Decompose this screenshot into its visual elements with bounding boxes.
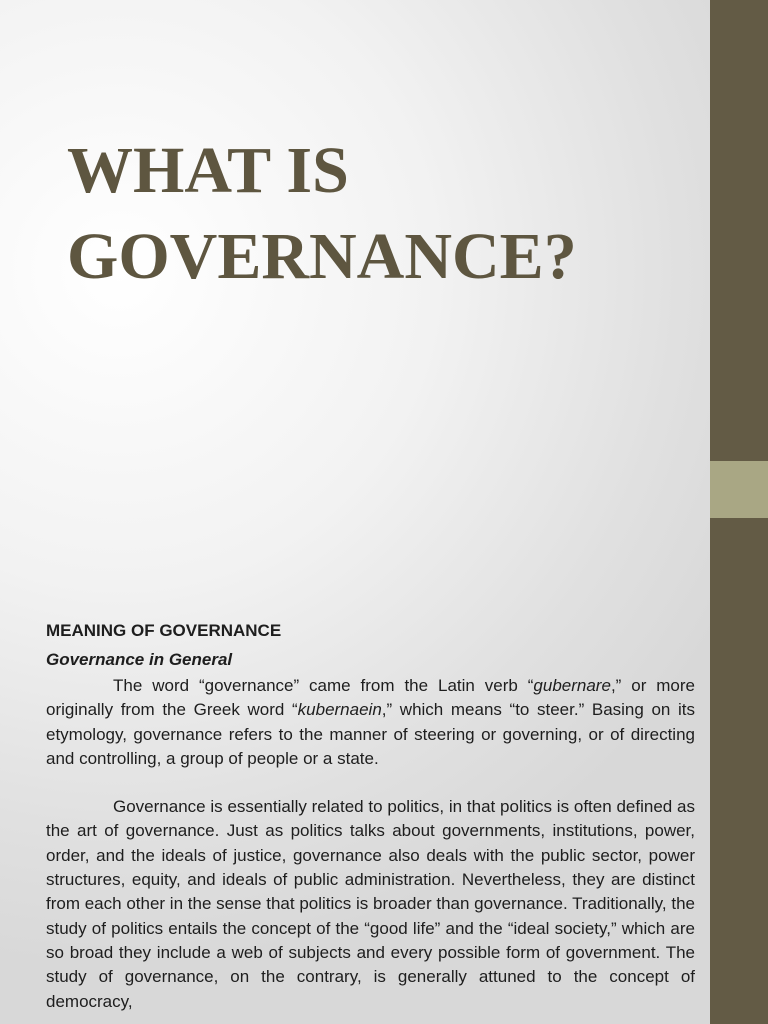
paragraph-etymology-text-3: ,” which means “to steer.” Basing on its etymology, governance refers to the manner of steering or governing, or of directing and controlling, a group of people or a state. <box>46 700 695 768</box>
greek-term: kubernaein <box>297 700 382 720</box>
body-text-block <box>46 618 695 1014</box>
slide-title-line-2: GOVERNANCE? <box>67 220 577 293</box>
paragraph-etymology-text-2: ,” or more originally from the Greek word “ <box>46 676 695 720</box>
paragraph-politics: Governance is essentially related to politics, in that politics is often defined as the art of governance. Just as politics talks about governments, institutions, power, order, and the ideals of justice, governance also deals with the public sector, power structures, equity, and ideals of public administration. Nevertheless, they are distinct from each other in the sense that politics is broader than governance. Traditionally, the study of politics entails the concept of the “good life” and the “ideal society,” which are so broad they include a web of subjects and every possible form of government. The study of governance, on the contrary, is generally attuned to the concept of democracy, <box>46 797 695 1011</box>
slide-title-line-1: WHAT IS <box>67 134 349 207</box>
slide-title <box>67 128 697 300</box>
latin-term: gubernare <box>533 676 611 695</box>
side-accent-block <box>710 461 768 518</box>
section-heading: MEANING OF GOVERNANCE <box>46 621 282 640</box>
paragraph-etymology <box>46 674 695 771</box>
paragraph-etymology-text-1: The word “governance” came from the Latin verb “ <box>113 676 534 695</box>
section-subheading: Governance in General <box>46 650 233 669</box>
